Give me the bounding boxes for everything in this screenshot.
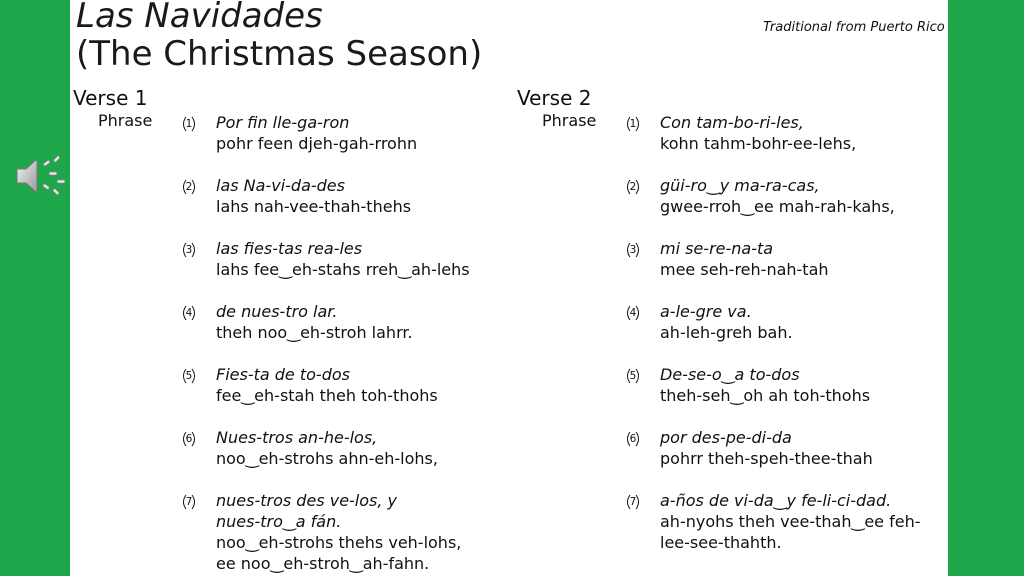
phrase-lines <box>216 112 417 154</box>
spanish-lyric: por des-pe-di-da <box>660 428 792 447</box>
spanish-lyric: Fies-ta de to-dos <box>216 365 350 384</box>
phrase-lines <box>216 490 461 574</box>
phrase-number <box>624 115 642 133</box>
verse-1-phrase-label: Phrase <box>98 111 153 130</box>
pronunciation-line: pohr feen djeh-gah-rrohn <box>216 134 418 153</box>
pronunciation-line: noo‿eh-strohs thehs veh-lohs, <box>216 533 462 552</box>
phrase-number <box>180 304 198 322</box>
lyrics-page <box>70 0 948 576</box>
pronunciation-line: kohn tahm-bohr-ee-lehs, <box>660 134 857 153</box>
phrase-lines <box>216 175 411 217</box>
phrase-number-text: 3 <box>185 244 193 256</box>
spanish-lyric: Por fin lle-ga-ron <box>216 113 350 132</box>
pronunciation-line: noo‿eh-strohs ahn-eh-lohs, <box>216 449 438 468</box>
verse-2-phrase-label: Phrase <box>542 111 597 130</box>
phrase-number <box>624 241 642 259</box>
title-line-2: (The Christmas Season) <box>76 34 483 74</box>
verse-1-heading: Verse 1 <box>73 86 148 110</box>
pronunciation-line: pohrr theh-speh-thee-thah <box>660 449 873 468</box>
phrase-number <box>624 304 642 322</box>
phrase-number-text: 2 <box>629 181 637 193</box>
phrase-lines <box>660 490 920 553</box>
phrase-lines <box>660 175 895 217</box>
title-line-1: Las Navidades <box>76 0 323 36</box>
page-title <box>76 0 482 73</box>
phrase-lines <box>216 238 470 280</box>
phrase-number-text: 6 <box>185 433 193 445</box>
phrase-number <box>624 367 642 385</box>
phrase-number-text: 4 <box>629 307 637 319</box>
phrase-lines <box>660 238 829 280</box>
phrase-number <box>180 493 198 511</box>
phrase-number <box>624 493 642 511</box>
verse-2-heading: Verse 2 <box>517 86 592 110</box>
phrase-lines <box>216 427 438 469</box>
spanish-lyric: Nues-tros an-he-los, <box>216 428 378 447</box>
phrase-number <box>180 178 198 196</box>
phrase-number-text: 7 <box>629 496 637 508</box>
phrase-number-text: 1 <box>629 118 637 130</box>
speaker-audio-icon[interactable] <box>13 150 69 202</box>
pronunciation-line: mee seh-reh-nah-tah <box>660 260 829 279</box>
phrase-lines <box>660 112 856 154</box>
pronunciation-line: lee-see-thahth. <box>660 533 782 552</box>
spanish-lyric: a-le-gre va. <box>660 302 752 321</box>
pronunciation-line: ah-leh-greh bah. <box>660 323 793 342</box>
spanish-lyric: Con tam-bo-ri-les, <box>660 113 804 132</box>
phrase-lines <box>216 364 438 406</box>
spanish-lyric: las fies-tas rea-les <box>216 239 363 258</box>
spanish-lyric: güi-ro‿y ma-ra-cas, <box>660 176 820 195</box>
phrase-number-text: 1 <box>185 118 193 130</box>
phrase-lines <box>660 364 870 406</box>
pronunciation-line: gwee-rroh‿ee mah-rah-kahs, <box>660 197 895 216</box>
spanish-lyric: nues-tros des ve-los, y <box>216 491 398 510</box>
phrase-number-text: 5 <box>185 370 193 382</box>
phrase-number <box>624 430 642 448</box>
pronunciation-line: ee noo‿eh-stroh‿ah-fahn. <box>216 554 430 573</box>
spanish-lyric: a-ños de vi-da‿y fe-li-ci-dad. <box>660 491 892 510</box>
pronunciation-line: theh noo‿eh-stroh lahrr. <box>216 323 413 342</box>
pronunciation-line: theh-seh‿oh ah toh-thohs <box>660 386 871 405</box>
pronunciation-line: lahs fee‿eh-stahs rreh‿ah-lehs <box>216 260 470 279</box>
phrase-number <box>180 430 198 448</box>
phrase-number <box>180 115 198 133</box>
pronunciation-line: fee‿eh-stah theh toh-thohs <box>216 386 438 405</box>
phrase-number <box>624 178 642 196</box>
phrase-number-text: 3 <box>629 244 637 256</box>
spanish-lyric: De-se-o‿a to-dos <box>660 365 800 384</box>
phrase-number-text: 2 <box>185 181 193 193</box>
spanish-lyric: nues-tro‿a fán. <box>216 512 342 531</box>
phrase-number <box>180 367 198 385</box>
phrase-number-text: 7 <box>185 496 193 508</box>
phrase-number-text: 5 <box>629 370 637 382</box>
spanish-lyric: mi se-re-na-ta <box>660 239 774 258</box>
phrase-number-text: 6 <box>629 433 637 445</box>
spanish-lyric: las Na-vi-da-des <box>216 176 345 195</box>
phrase-lines <box>216 301 413 343</box>
phrase-number <box>180 241 198 259</box>
phrase-lines <box>660 427 873 469</box>
credit-text: Traditional from Puerto Rico <box>763 20 945 35</box>
spanish-lyric: de nues-tro lar. <box>216 302 338 321</box>
pronunciation-line: ah-nyohs theh vee-thah‿ee feh- <box>660 512 921 531</box>
pronunciation-line: lahs nah-vee-thah-thehs <box>216 197 412 216</box>
phrase-number-text: 4 <box>185 307 193 319</box>
phrase-lines <box>660 301 793 343</box>
